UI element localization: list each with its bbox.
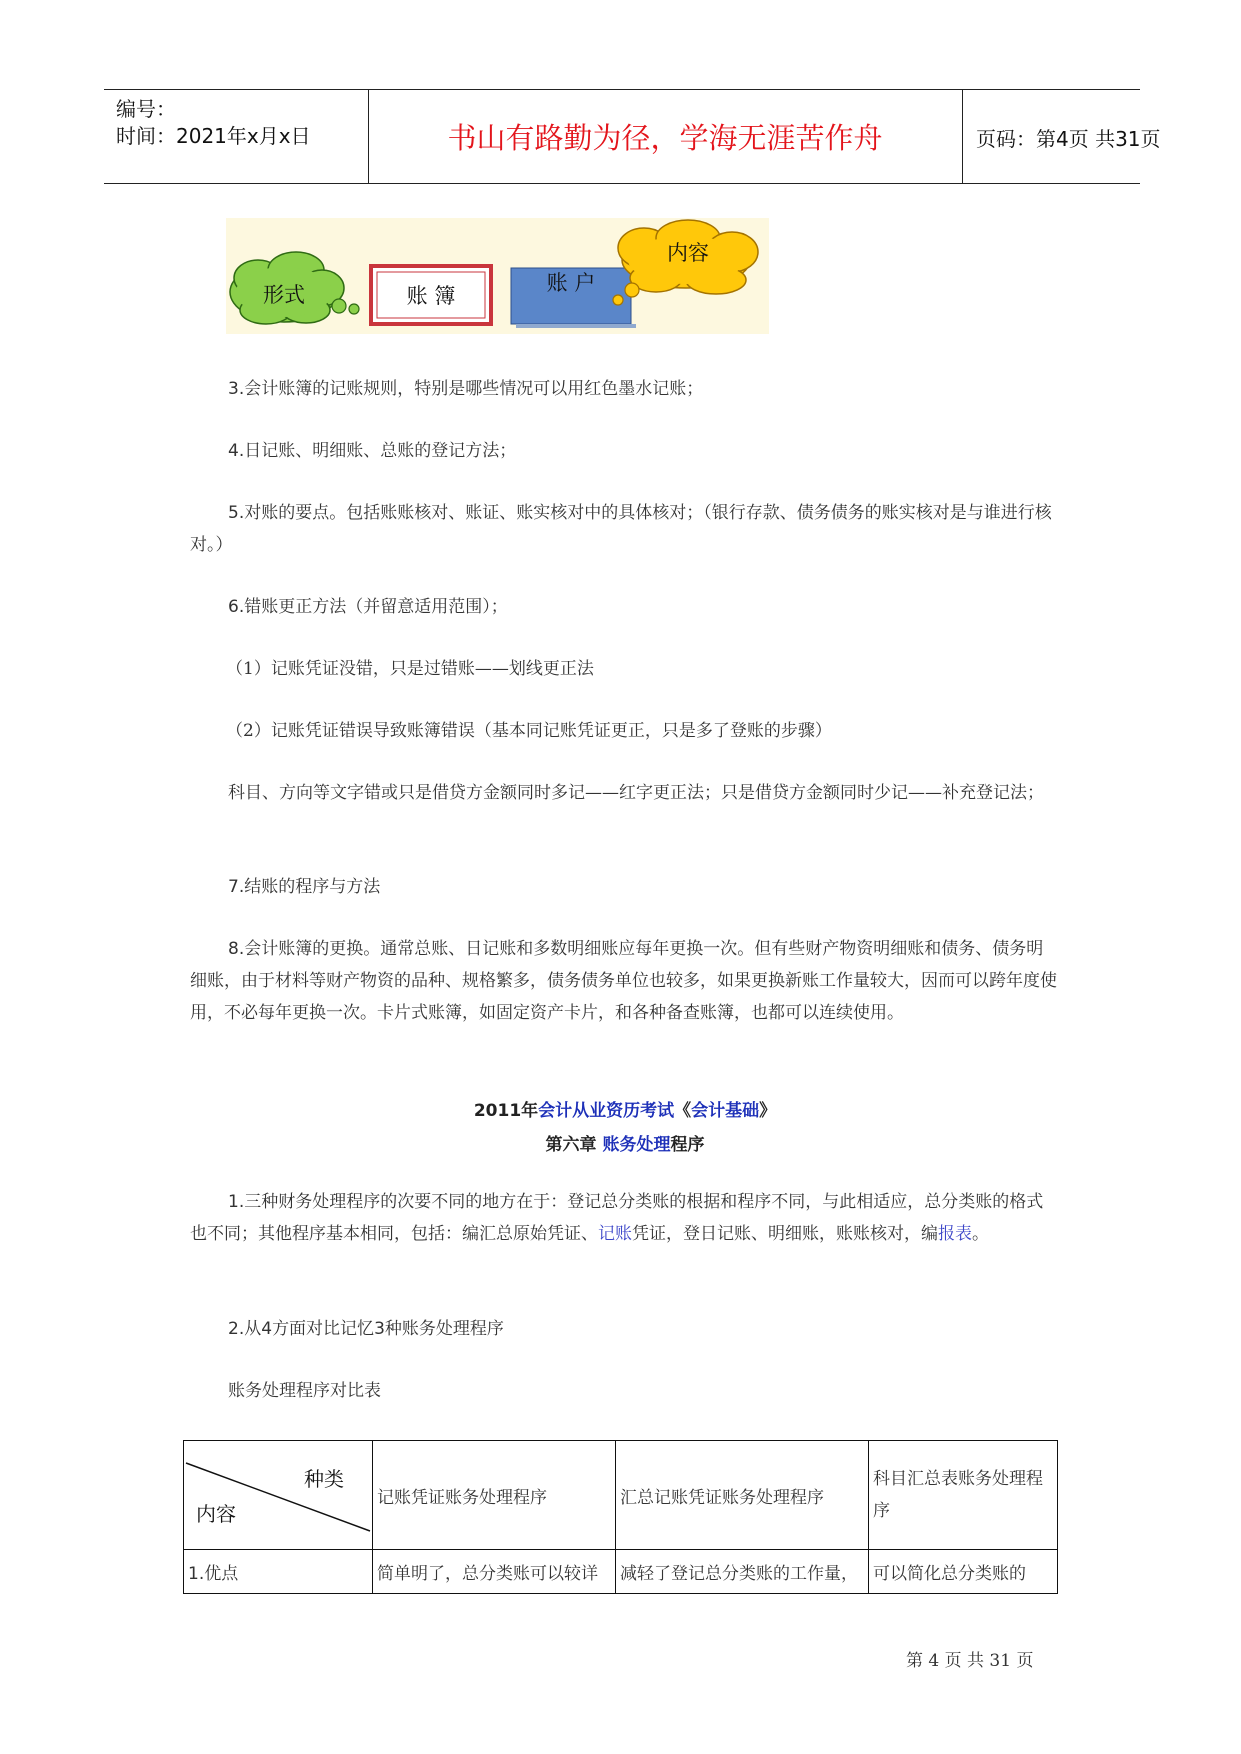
book-close-mark: 》 <box>759 1101 777 1121</box>
item-3 <box>190 373 1060 405</box>
chapter-title <box>190 1130 1060 1155</box>
cloud-bubble <box>625 283 639 297</box>
item-number: 8. <box>228 939 245 959</box>
chapter-label: 第六章 <box>545 1135 603 1155</box>
table-header-cell: 科目汇总表账务处理程序 <box>869 1441 1058 1550</box>
voucher-link[interactable]: 记账 <box>598 1224 632 1244</box>
sub-item-2: （2）记账凭证错误导致账簿错误（基本同记账凭证更正，只是多了登账的步骤） <box>226 721 832 741</box>
account-shadow <box>516 324 636 328</box>
item-8 <box>190 933 1060 1029</box>
exam-link[interactable]: 会计从业资历考试 <box>538 1101 675 1121</box>
header-info-cell <box>104 90 369 183</box>
item-number: 5. <box>228 503 245 523</box>
paragraph-text-a: 三种财务处理程序的次要不同的地方在于：登记总分类账的根据和程序不同，与此相适应，总分类账的格式也不同；其他程序基本相同，包括：编汇总原始凭证、 <box>190 1192 1044 1244</box>
item-4 <box>190 435 1060 467</box>
serial-label: 编号： <box>116 97 176 121</box>
paragraph-number: 2. <box>228 1319 245 1339</box>
correction-note: 科目、方向等文字错或只是借贷方金额同时多记——红字更正法；只是借贷方金额同时少记——补充登记法； <box>228 783 1044 803</box>
paragraph-text: 从 <box>244 1319 262 1339</box>
time-label: 时间：2021年x月x日 <box>116 124 311 148</box>
paragraph-text: 种账务处理程序 <box>384 1319 504 1339</box>
section-year-suffix: 年 <box>521 1101 539 1121</box>
cloud-bubble <box>613 295 623 305</box>
chapter-link[interactable]: 账务处理 <box>602 1135 671 1155</box>
item-number: 3. <box>228 379 245 399</box>
table-corner-cell <box>184 1441 373 1550</box>
report-link[interactable]: 报表 <box>938 1224 972 1244</box>
corner-top-label: 种类 <box>304 1467 344 1491</box>
form-label: 形式 <box>263 283 305 307</box>
comparison-table <box>183 1440 1058 1594</box>
item-text: 日记账、明细账、总账的登记方法； <box>244 441 517 461</box>
corner-bottom-label: 内容 <box>196 1502 236 1526</box>
item-text: 会计账簿的记账规则，特别是哪些情况可以用红色墨水记账； <box>244 379 704 399</box>
page-number: 页码：第4页 共31页 <box>976 127 1161 151</box>
paragraph-number: 1. <box>228 1192 245 1212</box>
content-label: 内容 <box>667 241 709 265</box>
table-header-cell: 汇总记账凭证账务处理程序 <box>616 1441 869 1550</box>
section-title <box>190 1096 1060 1121</box>
item-5 <box>190 497 1060 561</box>
item-text: 错账更正方法（并留意适用范围）； <box>244 597 508 617</box>
table-row-label: 1.优点 <box>184 1550 373 1594</box>
section-year: 2011 <box>473 1101 522 1121</box>
ledger-label: 账 簿 <box>406 284 456 308</box>
book-link[interactable]: 会计基础 <box>691 1101 760 1121</box>
item-number: 4. <box>228 441 245 461</box>
table-header-row <box>184 1441 1058 1550</box>
book-open-mark: 《 <box>674 1101 692 1121</box>
count-number: 4 <box>261 1319 273 1339</box>
motto: 书山有路勤为径，学海无涯苦作舟 <box>447 121 883 155</box>
item-text: 对账的要点。包括账账核对、账证、账实核对中的具体核对；（银行存款、债务债务的账实核对是与谁进行核对。） <box>190 503 1052 555</box>
account-label: 账 户 <box>546 271 596 295</box>
table-cell: 简单明了，总分类账可以较详 <box>373 1550 616 1594</box>
item-text: 会计账簿的更换。通常总账、日记账和多数明细账应每年更换一次。但有些财产物资明细账和债务、债务明细账，由于材料等财产物资的品种、规格繁多，债务债务单位也较多，如果更换新账工作量较大，因而可以跨年度使用，不必每年更换一次。卡片式账簿，如固定资产卡片，和各种备查账簿，也都可以连续使用。 <box>190 939 1057 1023</box>
item-7 <box>190 871 1060 903</box>
sub-item-1: （1）记账凭证没错，只是过错账——划线更正法 <box>226 659 594 679</box>
item-number: 6. <box>228 597 245 617</box>
table-caption: 账务处理程序对比表 <box>228 1381 381 1401</box>
table-header-cell: 记账凭证账务处理程序 <box>373 1441 616 1550</box>
paragraph-text: 方面对比记忆 <box>272 1319 375 1339</box>
table-cell: 可以简化总分类账的 <box>869 1550 1058 1594</box>
paragraph-text-b: 凭证，登日记账、明细账，账账核对，编 <box>632 1224 938 1244</box>
table-cell: 减轻了登记总分类账的工作量， <box>616 1550 869 1594</box>
chapter-tail: 程序 <box>670 1135 705 1155</box>
table-row <box>184 1550 1058 1594</box>
paragraph-1 <box>190 1186 1060 1250</box>
corner-diagonal-line <box>184 1441 372 1549</box>
page-header <box>104 89 1161 184</box>
cloud-bubble <box>332 299 346 313</box>
item-number: 7. <box>228 877 245 897</box>
header-motto-cell <box>368 90 963 183</box>
header-page-cell <box>962 90 1161 183</box>
diagram-graphic <box>226 218 769 334</box>
cloud-bubble <box>349 304 359 314</box>
count-number: 3 <box>374 1319 385 1339</box>
form-content-diagram <box>226 218 769 334</box>
page-footer: 第 4 页 共 31 页 <box>906 1651 1034 1671</box>
paragraph-2 <box>190 1313 1060 1345</box>
item-6 <box>190 591 1060 623</box>
item-text: 结账的程序与方法 <box>244 877 381 897</box>
paragraph-text-c: 。 <box>972 1224 989 1244</box>
